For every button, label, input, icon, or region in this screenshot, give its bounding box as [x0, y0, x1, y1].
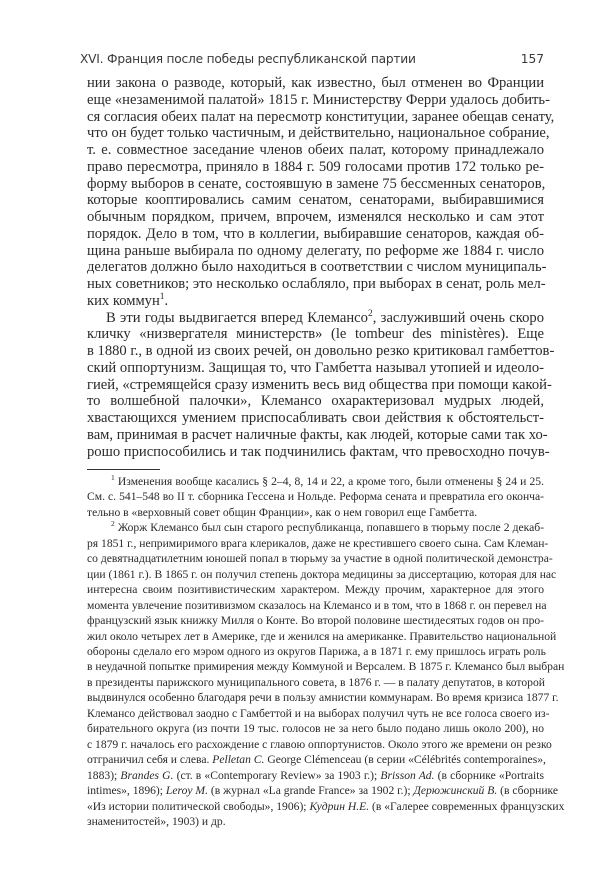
- text-run: «Из истории политической свободы», 1906);: [87, 799, 310, 813]
- author-name: Дерюжинский В.: [413, 784, 498, 798]
- text-run: ции (1861 г.). В 1865 г. он получил степень доктора медицины за диссертацию, которая для нас: [87, 567, 557, 581]
- main-text: [87, 75, 555, 460]
- footnote-line: [87, 613, 544, 628]
- footnote-line: [87, 551, 553, 566]
- text-line: [87, 226, 544, 243]
- footnote-line: [87, 520, 544, 535]
- author-name: Pelletan C.: [212, 753, 265, 767]
- footnote-marker: 2: [367, 308, 373, 319]
- text-line: [87, 393, 544, 410]
- text-run: intimes», 1896);: [87, 784, 166, 798]
- text-line: [87, 410, 544, 427]
- text-run: гией, «стремящейся сразу изменить весь вид общества при помощи какой-: [87, 376, 552, 393]
- footnote-line: [87, 659, 565, 674]
- text-run: делегатов должно было находиться в соответствии с числом муниципаль-: [87, 259, 547, 276]
- footnote-line: [87, 737, 552, 752]
- footnote-line: [87, 799, 565, 814]
- text-line: [87, 91, 550, 109]
- text-run: обороны сделало его мэром одного из округов Парижа, а в 1871 г. ему пришлось играть роль: [87, 644, 546, 658]
- text-line: [87, 360, 544, 377]
- footnote-line: [87, 690, 559, 705]
- text-line: [87, 209, 544, 226]
- text-line: [87, 426, 548, 444]
- text-run: George Clémenceau (в серии «Célébrités contemporaines»,: [264, 753, 546, 767]
- running-header: [80, 52, 544, 70]
- text-run: которые кооптировались самим сенатом, сенаторами, выбиравшимися: [87, 192, 544, 209]
- text-run: (ст. в «Contemporary Review» за 1903 г.);: [173, 768, 381, 782]
- text-line: [87, 326, 544, 343]
- footnote-line: [87, 644, 544, 659]
- text-run: тельно в «верховный совет общин Франции», как о нем говорил еще Гамбетта.: [87, 505, 478, 519]
- text-line: [87, 243, 544, 260]
- footnote-line: [87, 582, 544, 597]
- text-run: что он будет только частичным, и действительно, национальное собрание,: [87, 125, 550, 142]
- text-run: 1883);: [87, 768, 121, 782]
- text-run: знаменитостей», 1903) и др.: [87, 814, 226, 828]
- text-run: французский язык книжку Милля о Конте. Во второй половине шестидесятых годов он про-: [87, 614, 545, 628]
- text-line: [87, 108, 555, 126]
- text-run: в 1880 г., в одной из своих речей, он довольно резко критиковал гамбеттов-: [87, 343, 555, 359]
- footnote-line: [87, 474, 544, 489]
- footnote-line: [87, 752, 544, 767]
- text-run: ря 1851 г., непримиримого врага клерикалов, даже не крестившего своего сына. Сам Клеман-: [87, 536, 549, 550]
- text-run: в неудачной попытке примирения между Коммуной и Версалем. В 1875 г. Клемансо был выбран: [87, 660, 565, 674]
- text-run: В эти годы выдвигается вперед Клемансо: [106, 309, 368, 326]
- text-line: [87, 343, 555, 360]
- text-line: [87, 125, 550, 142]
- text-run: интересна своим позитивистическим характером. Между прочим, характерное для этого: [87, 583, 544, 597]
- footnote-line: [87, 567, 557, 582]
- author-name: Brandes G.: [120, 768, 174, 782]
- text-run: нии закона о разводе, который, как известно, был отменен во Франции: [87, 75, 544, 91]
- footnote-marker: 1: [159, 291, 165, 302]
- text-line: [87, 310, 544, 327]
- footnote-line: [87, 768, 544, 783]
- text-run: , заслуживший очень скоро: [372, 309, 545, 326]
- text-run: щина раньше выбирала по одному делегату, по реформе же 1884 г. число: [87, 242, 544, 259]
- text-run: бирательного округа (из почти 19 тыс. голосов не за него было подано лишь около 200), но: [87, 722, 544, 736]
- footnote-divider: [87, 469, 160, 470]
- text-run: Клемансо действовал заодно с Гамбеттой и на выборах получил чуть не все голоса своего из-: [87, 706, 550, 720]
- text-line: [87, 376, 552, 394]
- text-run: ных советников; это несколько ослабляло, при выборах в сенат, роль мел-: [87, 276, 546, 292]
- page-number: 157: [520, 52, 544, 66]
- author-name: Кудрин Н.Е.: [309, 799, 370, 813]
- text-run: с 1879 г. началось его расхождение с главою оппортунистов. Около этого же времени он резко: [87, 737, 552, 751]
- text-run: Жорж Клемансо был сын старого республиканца, попавшего в тюрьму после 2 декаб-: [114, 521, 544, 535]
- text-run: рошо приспособились и так подчинились фактам, что превосходно почув-: [87, 443, 550, 460]
- footnote-line: [87, 721, 544, 736]
- text-run: (в сборнике «Portraits: [434, 768, 544, 782]
- text-run: (в «Галерее современных французских: [369, 799, 565, 813]
- footnotes: [87, 473, 565, 829]
- footnote-line: [87, 505, 544, 520]
- text-run: право пересмотра, приняло в 1884 г. 509 голосами против 172 только ре-: [87, 158, 544, 175]
- text-line: [87, 142, 544, 159]
- text-run: вам, принимая в расчет наличные факты, как людей, которые сами так хо-: [87, 426, 548, 443]
- text-run: выдвинулся особенно благодаря речи в пользу амнистии коммунарам. Во время кризиса 1877 г.: [87, 691, 559, 705]
- text-line: [87, 276, 544, 293]
- text-run: кличку «низвергателя министерств» (le tombeur des ministères). Еще: [87, 326, 544, 343]
- footnote-line: [87, 783, 559, 798]
- text-run: ский оппортунизм. Защищая то, что Гамбетта называл утопией и идеоло-: [87, 359, 544, 376]
- text-run: форму выборов в сенате, состоявшую в замене 75 бессменных сенаторов,: [87, 175, 546, 192]
- text-line: [87, 293, 544, 310]
- text-run: жил около четырех лет в Америке, где и женился на американке. Правительство национальной: [87, 629, 557, 643]
- text-run: т. е. совместное заседание членов обеих палат, которому принадлежало: [87, 142, 544, 158]
- text-line: [87, 443, 550, 461]
- text-line: [87, 192, 544, 209]
- text-run: хвастающихся умением приспосабливать свои действия к обстоятельст-: [87, 410, 544, 426]
- text-run: ких коммун: [87, 292, 160, 309]
- text-line: [87, 75, 544, 92]
- text-run: обычным порядком, причем, впрочем, изменялся несколько и сам этот: [87, 209, 544, 225]
- text-run: в президенты парижского муниципального совета, в 1876 г. — в палату депутатов, в которой: [87, 675, 545, 689]
- footnote-line: [87, 675, 544, 690]
- text-run: порядок. Дело в том, что в коллегии, выбиравшие сенаторов, каждая об-: [87, 225, 544, 242]
- text-run: (в сборнике: [497, 784, 559, 798]
- text-run: Изменения вообще касались § 2–4, 8, 14 и 22, а кроме того, были отменены § 24 и 25.: [114, 475, 544, 488]
- footnote-line: [87, 814, 544, 829]
- text-line: [87, 176, 544, 193]
- author-name: Brisson Ad.: [380, 768, 435, 782]
- footnote-marker: 2: [111, 519, 115, 529]
- text-line: [87, 159, 544, 176]
- footnote-line: [87, 489, 544, 504]
- chapter-title: XVI. Франция после победы республиканской партии: [80, 52, 416, 66]
- footnote-line: [87, 629, 557, 644]
- text-run: отграничил себя и слева.: [87, 753, 213, 767]
- text-run: момента увлечение позитивизмом сказалось на Клемансо и в том, что в 1868 г. он перевел на: [87, 598, 547, 612]
- author-name: Leroy M.: [165, 784, 208, 798]
- text-run: со девятнадцатилетним юношей попал в тюрьму за участие в одной политической демонстра-: [87, 552, 553, 566]
- text-run: .: [164, 292, 169, 309]
- footnote-marker: 1: [111, 473, 115, 483]
- text-run: (в журнал «La grande France» за 1902 г.);: [207, 784, 414, 798]
- footnote-line: [87, 598, 547, 613]
- text-run: ся согласия обеих палат на пересмотр конституции, заранее обещав сенату,: [87, 108, 555, 125]
- text-run: то волшебной палочки», Клемансо охарактеризовал мудрых людей,: [87, 393, 544, 410]
- text-run: еще «незаменимой палатой» 1815 г. Министерству Ферри удалось добить-: [87, 91, 550, 108]
- text-run: См. с. 541–548 во II т. сборника Гессена и Нольде. Реформа сената и превратила его оконча-: [87, 490, 544, 504]
- footnote-line: [87, 706, 550, 721]
- footnote-line: [87, 536, 549, 551]
- text-line: [87, 259, 547, 276]
